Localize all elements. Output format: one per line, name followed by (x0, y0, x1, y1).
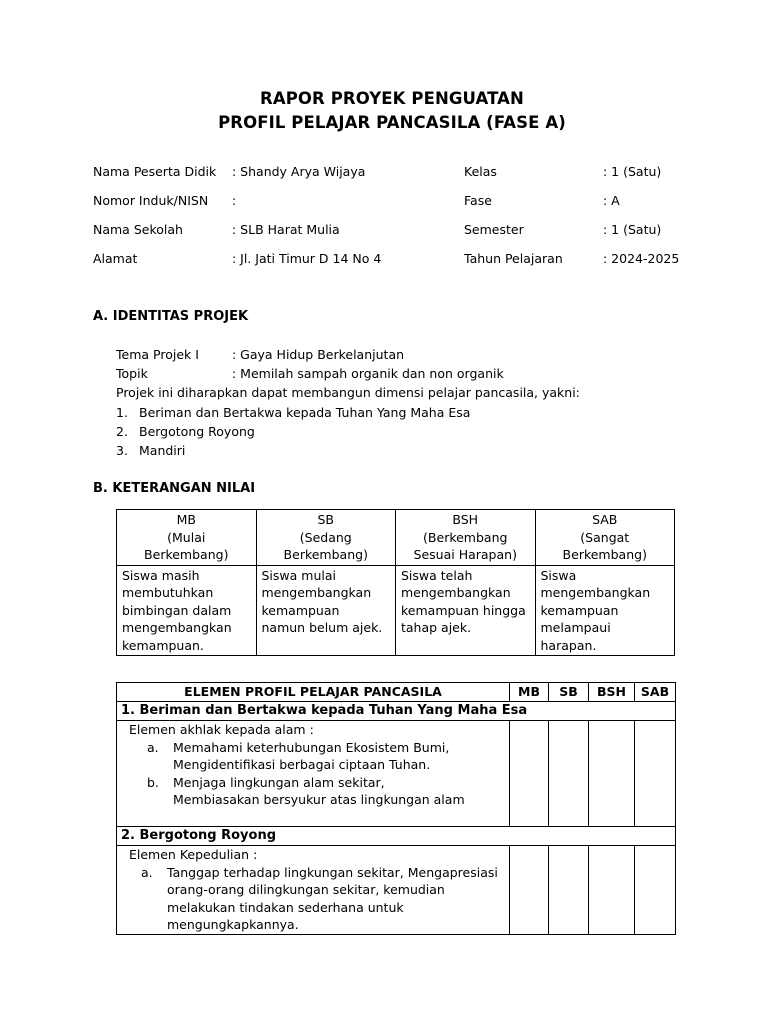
nilai-header-desc: Sesuai Harapan) (413, 547, 517, 562)
info-value-nisn: : (232, 193, 237, 208)
report-title-line-1: RAPOR PROYEK PENGUATAN (260, 89, 524, 108)
score-cell-mb[interactable] (510, 846, 549, 935)
tema-label: Tema Projek I (116, 347, 199, 362)
elemen-profil-table (116, 682, 676, 935)
score-cell-sab[interactable] (635, 721, 676, 827)
info-label-tahun: Tahun Pelajaran (464, 251, 563, 266)
section-b-heading: B. KETERANGAN NILAI (93, 481, 256, 496)
nilai-desc-line: mengembangkan (122, 620, 232, 635)
nilai-header-desc: (Sedang (299, 529, 352, 545)
info-value-fase: : A (603, 193, 620, 208)
nilai-desc-line: mengembangkan (261, 585, 372, 600)
score-cell-bsh[interactable] (589, 721, 635, 827)
dimension-text: Beriman dan Bertakwa kepada Tuhan Yang Maha Esa (139, 405, 471, 420)
elemen-item (121, 774, 505, 809)
item-line: mengungkapkannya. (167, 917, 299, 932)
info-label-nisn: Nomor Induk/NISN (93, 193, 209, 208)
dimension-number: 1. (116, 405, 128, 420)
item-marker: b. (147, 774, 159, 790)
nilai-desc-sb (256, 565, 396, 656)
nilai-desc-line: melampaui (540, 620, 611, 635)
dimension-text: Bergotong Royong (139, 424, 255, 439)
score-cell-bsh[interactable] (589, 846, 635, 935)
dimension-2-heading: 2. Bergotong Royong (117, 827, 676, 846)
elemen-label: Elemen Kepedulian : (129, 847, 258, 862)
nilai-header-code: BSH (452, 512, 479, 527)
score-cell-sab[interactable] (635, 846, 676, 935)
info-label-alamat: Alamat (93, 251, 138, 266)
elemen-header-sb: SB (549, 683, 589, 702)
info-value-semester: : 1 (Satu) (603, 222, 662, 237)
nilai-desc-line: kemampuan (261, 602, 340, 618)
nilai-header-desc: Berkembang) (283, 547, 368, 562)
info-value-kelas: : 1 (Satu) (603, 164, 662, 179)
item-line: Tanggap terhadap lingkungan sekitar, Mengapresiasi (167, 864, 498, 880)
nilai-desc-sab (535, 565, 675, 656)
nilai-desc-line: kemampuan. (122, 637, 204, 653)
nilai-desc-line: Siswa mulai (261, 567, 336, 583)
nilai-header-desc: (Berkembang (423, 529, 508, 545)
score-cell-sb[interactable] (549, 846, 589, 935)
score-cell-mb[interactable] (510, 721, 549, 827)
nilai-header-desc: (Sangat (580, 529, 630, 545)
nilai-header-mb (117, 510, 257, 566)
nilai-desc-line: kemampuan (540, 602, 619, 618)
info-label-sekolah: Nama Sekolah (93, 222, 183, 237)
info-value-alamat: : Jl. Jati Timur D 14 No 4 (232, 251, 382, 266)
nilai-desc-line: mengembangkan (540, 585, 651, 600)
info-label-fase: Fase (464, 193, 492, 208)
elemen-header-title: ELEMEN PROFIL PELAJAR PANCASILA (117, 683, 510, 702)
report-title-line-2: PROFIL PELAJAR PANCASILA (FASE A) (218, 113, 566, 132)
elemen-header-sab: SAB (635, 683, 676, 702)
nilai-desc-line: bimbingan dalam (122, 602, 232, 618)
section-a-heading: A. IDENTITAS PROJEK (93, 309, 249, 324)
nilai-desc-line: Siswa (540, 567, 577, 583)
item-line: Menjaga lingkungan alam sekitar, (173, 774, 385, 790)
item-marker: a. (141, 864, 153, 880)
nilai-header-desc: Berkembang) (144, 547, 229, 562)
elemen-header-bsh: BSH (589, 683, 635, 702)
topik-label: Topik (116, 366, 148, 381)
nilai-desc-line: Siswa masih (122, 567, 200, 583)
item-line: melakukan tindakan sederhana untuk (167, 899, 404, 915)
info-label-semester: Semester (464, 222, 524, 237)
dimension-number: 3. (116, 443, 128, 458)
keterangan-nilai-table (116, 509, 675, 656)
nilai-header-sb (256, 510, 396, 566)
nilai-header-code: SAB (592, 512, 618, 527)
dimension-1-elemen (117, 721, 510, 827)
nilai-header-bsh (396, 510, 536, 566)
info-value-name: : Shandy Arya Wijaya (232, 164, 366, 179)
tema-value: : Gaya Hidup Berkelanjutan (232, 347, 405, 362)
info-label-kelas: Kelas (464, 164, 497, 179)
item-line: Membiasakan bersyukur atas lingkungan alam (173, 792, 465, 807)
dimension-1-heading: 1. Beriman dan Bertakwa kepada Tuhan Yang Maha Esa (117, 702, 676, 721)
item-marker: a. (147, 739, 159, 755)
info-value-tahun: : 2024-2025 (603, 251, 680, 266)
item-line: orang-orang dilingkungan sekitar, kemudian (167, 882, 445, 897)
nilai-desc-line: tahap ajek. (401, 620, 472, 635)
nilai-desc-mb (117, 565, 257, 656)
nilai-header-code: SB (317, 512, 334, 527)
elemen-item (121, 864, 505, 934)
projek-intro: Projek ini diharapkan dapat membangun dimensi pelajar pancasila, yakni: (116, 385, 580, 400)
nilai-desc-line: mengembangkan (401, 585, 511, 600)
nilai-header-desc: Berkembang) (562, 547, 647, 562)
nilai-desc-bsh (396, 565, 536, 656)
nilai-desc-line: Siswa telah (401, 567, 473, 583)
elemen-label: Elemen akhlak kepada alam : (129, 722, 314, 737)
nilai-desc-line: namun belum ajek. (261, 620, 383, 635)
info-value-sekolah: : SLB Harat Mulia (232, 222, 340, 237)
dimension-number: 2. (116, 424, 128, 439)
nilai-desc-line: kemampuan hingga (401, 602, 526, 618)
dimension-text: Mandiri (139, 443, 186, 458)
dimension-2-elemen (117, 846, 510, 935)
score-cell-sb[interactable] (549, 721, 589, 827)
topik-value: : Memilah sampah organik dan non organik (232, 366, 504, 381)
nilai-desc-line: harapan. (540, 637, 597, 653)
info-label-name: Nama Peserta Didik (93, 164, 217, 179)
nilai-header-code: MB (176, 512, 196, 527)
nilai-header-desc: (Mulai (167, 529, 206, 545)
nilai-header-sab (535, 510, 675, 566)
nilai-desc-line: membutuhkan (122, 585, 214, 600)
elemen-item (121, 739, 505, 774)
item-line: Mengidentifikasi berbagai ciptaan Tuhan. (173, 757, 431, 772)
item-line: Memahami keterhubungan Ekosistem Bumi, (173, 739, 450, 755)
elemen-header-mb: MB (510, 683, 549, 702)
